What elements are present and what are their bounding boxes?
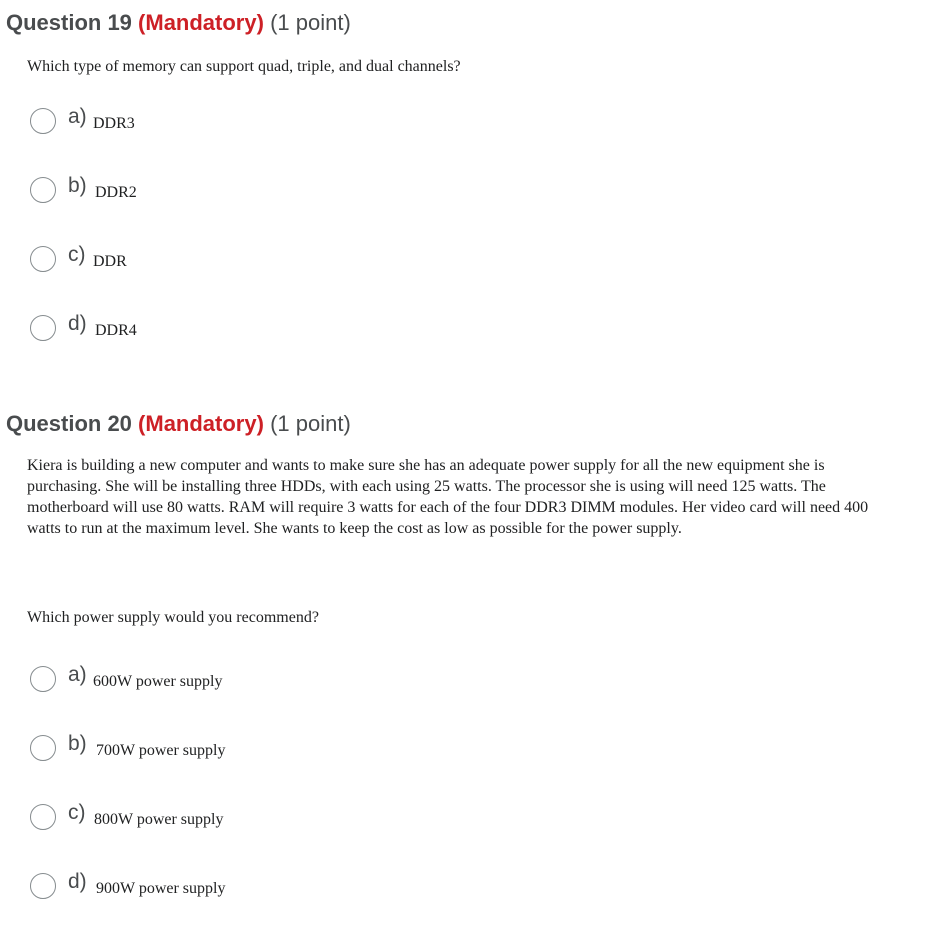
option-letter: b) — [68, 732, 87, 755]
option-a[interactable] — [30, 663, 430, 696]
question-header — [6, 10, 351, 36]
radio-button[interactable] — [30, 246, 56, 272]
mandatory-label: (Mandatory) — [138, 10, 264, 35]
option-c[interactable] — [30, 801, 430, 834]
option-text: DDR3 — [93, 115, 135, 132]
question-text: Which type of memory can support quad, triple, and dual channels? — [27, 58, 461, 75]
radio-button[interactable] — [30, 804, 56, 830]
question-title: Question 20 — [6, 411, 132, 436]
option-text: 800W power supply — [94, 811, 224, 828]
option-letter: a) — [68, 663, 87, 686]
radio-button[interactable] — [30, 315, 56, 341]
radio-button[interactable] — [30, 873, 56, 899]
option-text: 900W power supply — [96, 880, 226, 897]
option-d[interactable] — [30, 312, 430, 345]
question-text: Kiera is building a new computer and wants to make sure she has an adequate power supply for all the new equipment she is purchasing. She will be installing three HDDs, with each using 25 watts. The processor she is using will need 125 watts. The motherboard will use 80 watts. RAM will require 3 watts for each of the four DDR3 DIMM modules. Her video card will need 400 watts to run at the maximum level. She wants to keep the cost as low as possible for the power supply. — [27, 457, 869, 537]
question-prompt: Which power supply would you recommend? — [27, 609, 319, 626]
option-text: DDR4 — [95, 322, 137, 339]
mandatory-label: (Mandatory) — [138, 411, 264, 436]
option-c[interactable] — [30, 243, 430, 276]
option-text: DDR2 — [95, 184, 137, 201]
option-letter: a) — [68, 105, 87, 128]
option-b[interactable] — [30, 174, 430, 207]
question-header — [6, 411, 351, 437]
option-b[interactable] — [30, 732, 430, 765]
option-letter: d) — [68, 312, 87, 335]
option-d[interactable] — [30, 870, 430, 903]
option-a[interactable] — [30, 105, 430, 138]
option-letter: d) — [68, 870, 87, 893]
option-text: DDR — [93, 253, 127, 270]
points-label: (1 point) — [270, 10, 351, 35]
option-letter: b) — [68, 174, 87, 197]
question-title: Question 19 — [6, 10, 132, 35]
radio-button[interactable] — [30, 177, 56, 203]
radio-button[interactable] — [30, 108, 56, 134]
option-text: 600W power supply — [93, 673, 223, 690]
option-letter: c) — [68, 243, 86, 266]
points-label: (1 point) — [270, 411, 351, 436]
option-text: 700W power supply — [96, 742, 226, 759]
radio-button[interactable] — [30, 666, 56, 692]
radio-button[interactable] — [30, 735, 56, 761]
option-letter: c) — [68, 801, 86, 824]
